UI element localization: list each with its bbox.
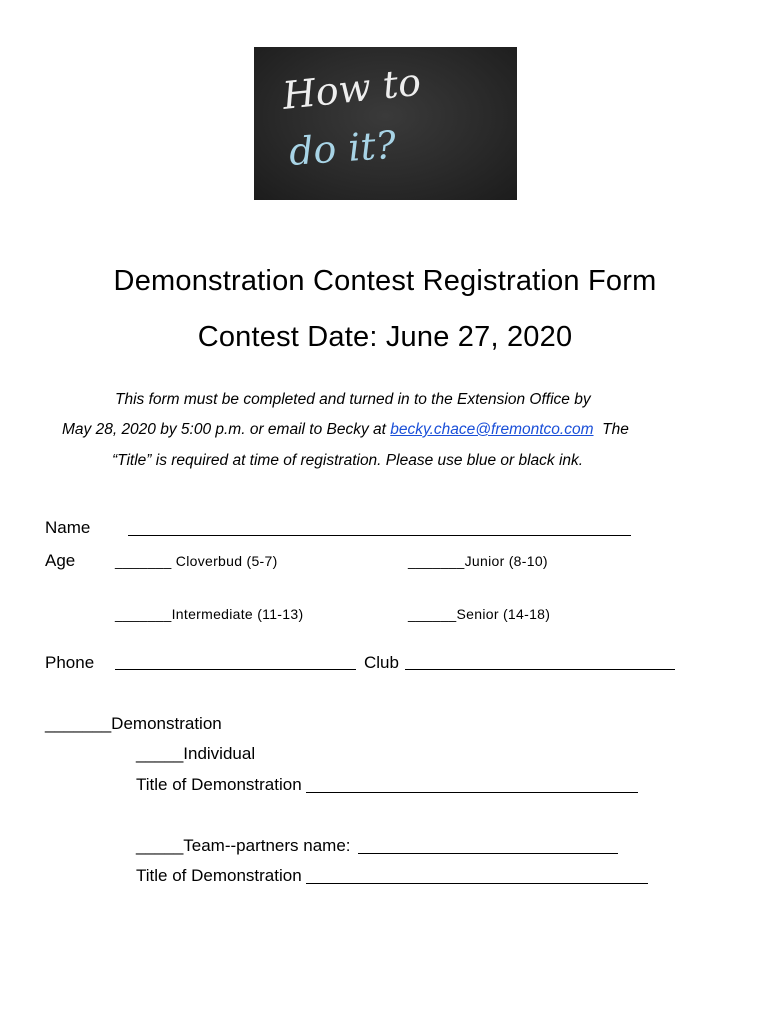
instructions-line-3: “Title” is required at time of registration. Please use blue or black ink. (112, 452, 584, 469)
age-option-intermediate[interactable]: _______Intermediate (11-13) (115, 606, 304, 622)
title-of-demonstration-field-2[interactable] (306, 883, 648, 884)
demonstration-label[interactable]: _______Demonstration (45, 714, 222, 733)
chalk-line-2: do it? (287, 122, 398, 174)
club-field-line[interactable] (405, 669, 675, 670)
club-label: Club (364, 653, 399, 672)
phone-label: Phone (45, 653, 95, 672)
name-field-line[interactable] (128, 535, 631, 536)
title-of-demonstration-label-2: Title of Demonstration (136, 866, 302, 885)
partners-name-field-line[interactable] (358, 853, 618, 854)
age-option-cloverbud[interactable]: _______ Cloverbud (5-7) (115, 553, 278, 569)
how-to-do-it-chalkboard-image (254, 47, 517, 200)
title-of-demonstration-label-1: Title of Demonstration (136, 775, 302, 794)
title-of-demonstration-field-1[interactable] (306, 792, 638, 793)
instructions-line-2-end: The (602, 421, 629, 438)
email-link[interactable]: becky.chace@fremontco.com (390, 421, 594, 438)
instructions-line-2 (62, 421, 629, 439)
chalk-line-1: How to (280, 59, 423, 118)
instructions-line-2-text: May 28, 2020 by 5:00 p.m. or email to Becky at (62, 421, 386, 438)
individual-option[interactable]: _____Individual (136, 744, 256, 763)
contest-date: Contest Date: June 27, 2020 (197, 321, 573, 353)
age-option-junior[interactable]: _______Junior (8-10) (408, 553, 548, 569)
phone-field-line[interactable] (115, 669, 356, 670)
name-label: Name (45, 518, 91, 537)
instructions-line-1: This form must be completed and turned in to the Extension Office by (115, 391, 591, 408)
age-label: Age (45, 551, 76, 570)
form-title: Demonstration Contest Registration Form (113, 265, 657, 297)
team-option[interactable]: _____Team--partners name: (136, 836, 351, 855)
age-option-senior[interactable]: ______Senior (14-18) (408, 606, 551, 622)
